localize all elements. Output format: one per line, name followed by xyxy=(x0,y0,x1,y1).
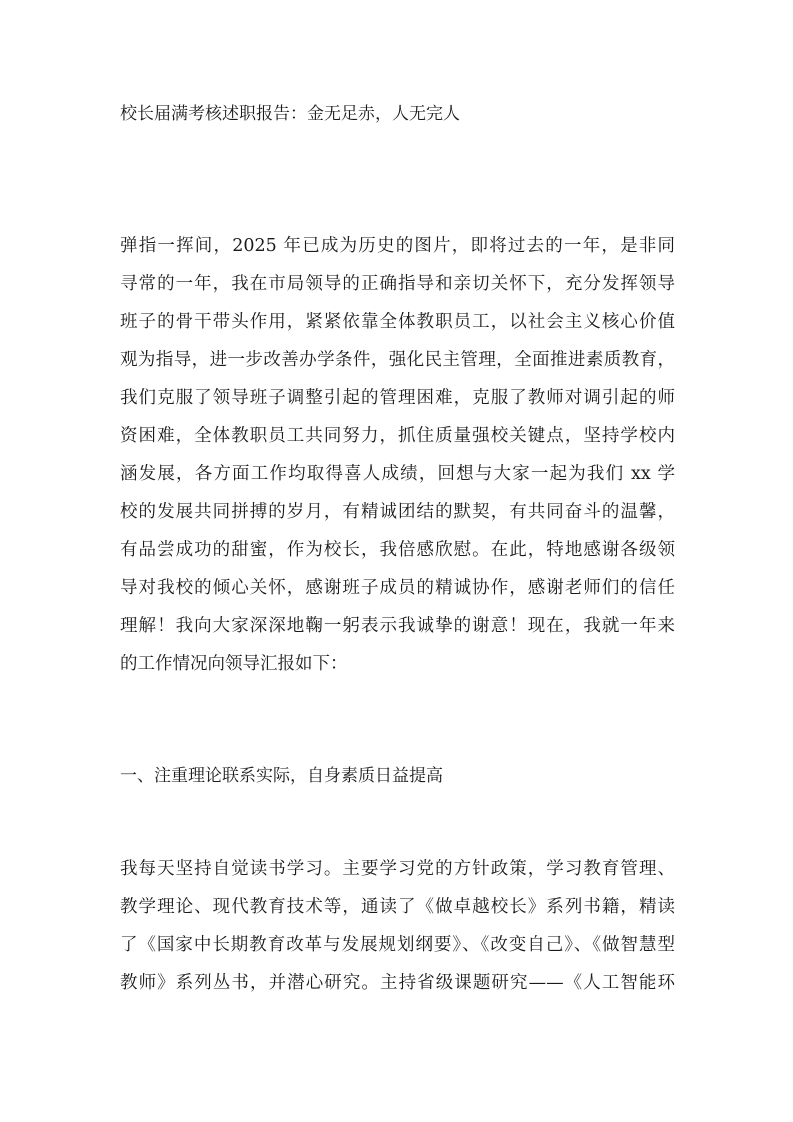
text-line: 有品尝成功的甜蜜，作为校长，我倍感欣慰。在此，特地感谢各级领 xyxy=(120,540,675,560)
text-line: 涵发展，各方面工作均取得喜人成绩，回想与大家一起为我们 xx 学 xyxy=(120,464,675,484)
text-line: 理解！我向大家深深地鞠一躬表示我诚挚的谢意！现在，我就一年来 xyxy=(120,616,675,636)
text-line: 资困难，全体教职员工共同努力，抓住质量强校关键点，坚持学校内 xyxy=(120,426,675,446)
section-heading: 一、注重理论联系实际，自身素质日益提高 xyxy=(120,766,443,786)
text-line: 的工作情况向领导汇报如下： xyxy=(120,654,348,674)
text-line: 弹指一挥间，2025 年已成为历史的图片，即将过去的一年，是非同 xyxy=(120,236,675,256)
text-line: 了《国家中长期教育改革与发展规划纲要》、《改变自己》、《做智慧型 xyxy=(120,935,675,955)
text-line: 校的发展共同拼搏的岁月，有精诚团结的默契，有共同奋斗的温馨， xyxy=(120,502,675,522)
text-line: 我每天坚持自觉读书学习。主要学习党的方针政策，学习教育管理、 xyxy=(120,859,675,879)
text-line: 导对我校的倾心关怀，感谢班子成员的精诚协作，感谢老师们的信任 xyxy=(120,578,675,598)
text-line: 教师》系列丛书，并潜心研究。主持省级课题研究——《人工智能环 xyxy=(120,973,675,993)
text-line: 寻常的一年，我在市局领导的正确指导和亲切关怀下，充分发挥领导 xyxy=(120,274,675,294)
document-title: 校长届满考核述职报告：金无足赤，人无完人 xyxy=(120,104,460,124)
text-line: 我们克服了领导班子调整引起的管理困难，克服了教师对调引起的师 xyxy=(120,388,675,408)
text-line: 班子的骨干带头作用，紧紧依靠全体教职员工，以社会主义核心价值 xyxy=(120,312,675,332)
paragraph-intro xyxy=(120,227,675,683)
text-line: 教学理论、现代教育技术等，通读了《做卓越校长》系列书籍，精读 xyxy=(120,897,675,917)
text-line: 观为指导，进一步改善办学条件，强化民主管理，全面推进素质教育， xyxy=(120,350,675,370)
paragraph-study xyxy=(120,850,675,1002)
